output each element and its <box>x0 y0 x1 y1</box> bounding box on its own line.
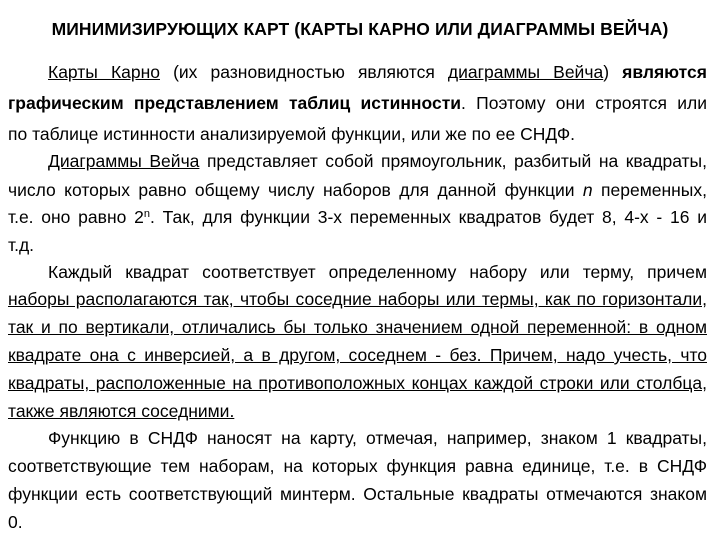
text-span: представляет собой прямоугольник, разбитый на квадраты, <box>199 151 707 171</box>
text-span: (их разновидностью являются <box>160 62 448 82</box>
text-span: . Поэтому они строятся или <box>461 93 707 113</box>
p1-line-2 <box>8 92 707 114</box>
p3-line-2: наборы располагаются так, чтобы соседние наборы или термы, как по горизонтали, <box>8 289 707 309</box>
p4-line-1: Функцию в СНДФ наносят на карту, отмечая, например, знаком 1 квадраты, <box>48 428 707 448</box>
page-title: МИНИМИЗИРУЮЩИХ КАРТ (КАРТЫ КАРНО ИЛИ ДИАГРАММЫ ВЕЙЧА) <box>51 19 669 39</box>
p4-line-3: функции есть соответствующий минтерм. Остальные квадраты отмечаются знаком <box>8 484 707 504</box>
p2-line-3 <box>8 206 707 228</box>
text-span: число которых равно общему числу наборов для данной функции <box>8 180 583 200</box>
p3-line-1: Каждый квадрат соответствует определенному набору или терму, причем <box>48 262 707 282</box>
p3-line-6: также являются соседними. <box>8 401 235 421</box>
text-span: . Так, для функции 3-х переменных квадратов будет 8, 4-х - 16 и <box>149 207 707 227</box>
p2-line-4: т.д. <box>8 235 35 255</box>
p1-line-3: по таблице истинности анализируемой функции, или же по ее СНДФ. <box>8 124 575 144</box>
text-span: ) <box>603 62 623 82</box>
p1-line-1 <box>48 61 707 83</box>
bold-text: являются <box>622 62 707 82</box>
p3-line-5: квадраты, расположенные на противоположных концах каждой строки или столбца, <box>8 373 707 393</box>
p4-line-2: соответствующие тем наборам, на которых функция равна единице, т.е. в СНДФ <box>8 456 707 476</box>
p3-line-4: квадрате она с инверсией, а в другом, соседнем - без. Причем, надо учесть, что <box>8 345 707 365</box>
veitch-diagrams-term: Диаграммы Вейча <box>48 151 200 171</box>
text-span: т.е. оно равно 2 <box>8 207 144 227</box>
text-span: переменных, <box>592 180 707 200</box>
p2-line-1 <box>48 150 707 172</box>
superscript-n: n <box>143 208 150 220</box>
karnaugh-maps-term: Карты Карно <box>48 62 160 82</box>
p3-line-3: так и по вертикали, отличались бы только значением одной переменной: в одном <box>8 317 707 337</box>
p2-line-2 <box>8 179 707 201</box>
veitch-diagrams-term: диаграммы Вейча <box>447 62 604 82</box>
bold-text: графическим представлением таблиц истинности <box>8 93 462 113</box>
p4-line-4: 0. <box>8 512 23 532</box>
variable-n: n <box>582 180 593 200</box>
